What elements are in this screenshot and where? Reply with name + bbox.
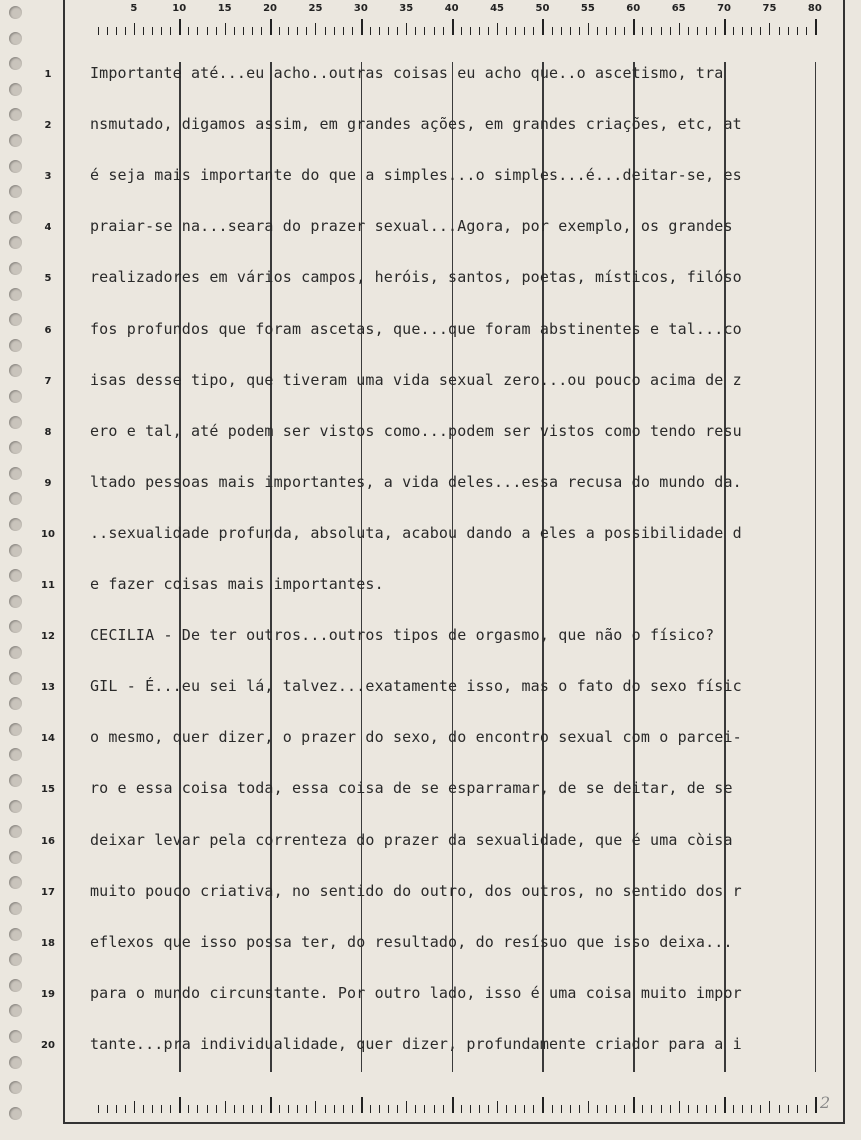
ruler-number: 80	[807, 3, 822, 14]
typed-line: nsmutado, digamos assim, em grandes ações, em grandes criações, etc, at	[90, 115, 742, 134]
line-number: 12	[41, 631, 55, 643]
line-number: 4	[44, 222, 52, 234]
ruler-tick	[742, 1105, 743, 1113]
ruler-tick	[315, 23, 316, 35]
binding-hole	[9, 979, 22, 992]
typed-line: isas desse tipo, que tiveram uma vida sexual zero...ou pouco acima de z	[90, 370, 742, 389]
typed-line: realizadores em vários campos, heróis, santos, poetas, místicos, filóso	[90, 268, 742, 287]
ruler-tick	[297, 1105, 298, 1113]
ruler-tick	[125, 1105, 126, 1113]
ruler-tick	[470, 27, 471, 35]
ruler-tick	[179, 19, 181, 35]
ruler-tick	[524, 1105, 525, 1113]
ruler-tick	[688, 27, 689, 35]
ruler-tick	[715, 1105, 716, 1113]
ruler-tick	[524, 27, 525, 35]
ruler-tick	[733, 1105, 734, 1113]
ruler-tick	[397, 27, 398, 35]
typed-line: praiar-se na...seara do prazer sexual...Agora, por exemplo, os grandes	[90, 217, 733, 236]
ruler-tick	[152, 27, 153, 35]
binding-hole	[9, 416, 22, 429]
ruler-tick	[497, 1101, 498, 1113]
line-number: 7	[44, 375, 52, 387]
ruler-tick	[724, 19, 726, 35]
ruler-tick	[751, 1105, 752, 1113]
binding-hole	[9, 236, 22, 249]
ruler-tick	[597, 27, 598, 35]
binding-hole	[9, 928, 22, 941]
ruler-tick	[188, 1105, 189, 1113]
binding-hole	[9, 160, 22, 173]
ruler-tick	[779, 1105, 780, 1113]
ruler-tick	[542, 19, 544, 35]
line-number: 5	[44, 273, 52, 285]
ruler-tick	[234, 27, 235, 35]
ruler-tick	[760, 27, 761, 35]
ruler-tick	[724, 1097, 726, 1113]
ruler-tick	[461, 27, 462, 35]
ruler-tick	[252, 27, 253, 35]
ruler-tick	[769, 1101, 770, 1113]
ruler-tick	[415, 27, 416, 35]
ruler-number: 45	[490, 3, 505, 14]
line-number: 16	[41, 835, 55, 847]
column-guide-line	[724, 62, 726, 1072]
ruler-tick	[706, 1105, 707, 1113]
ruler-tick	[760, 1105, 761, 1113]
binding-hole	[9, 672, 22, 685]
ruler-tick	[334, 27, 335, 35]
ruler-number: 70	[717, 3, 732, 14]
ruler-tick	[279, 27, 280, 35]
ruler-tick	[788, 1105, 789, 1113]
ruler-tick	[697, 1105, 698, 1113]
ruler-tick	[234, 1105, 235, 1113]
binding-hole	[9, 595, 22, 608]
spiral-binding-holes	[9, 0, 25, 1140]
line-number: 15	[41, 784, 55, 796]
ruler-tick	[406, 1101, 407, 1113]
ruler-tick	[588, 1101, 589, 1113]
ruler-tick	[161, 27, 162, 35]
ruler-tick	[479, 27, 480, 35]
typed-line: ..sexualidade profunda, absoluta, acabou dando a eles a possibilidade d	[90, 523, 742, 542]
ruler-tick	[697, 27, 698, 35]
page-number-mark: 2	[820, 1093, 831, 1112]
line-number: 11	[41, 580, 55, 591]
ruler-tick	[197, 27, 198, 35]
ruler-tick	[270, 19, 272, 35]
ruler-tick	[597, 1105, 598, 1113]
typed-line: para o mundo circunstante. Por outro lado, isso é uma coisa muito impor	[90, 983, 742, 1002]
ruler-tick	[670, 27, 671, 35]
ruler-tick	[397, 1105, 398, 1113]
line-number: 13	[41, 682, 55, 694]
line-number: 18	[41, 937, 55, 949]
ruler-tick	[424, 27, 425, 35]
ruler-tick	[325, 1105, 326, 1113]
ruler-tick	[715, 27, 716, 35]
ruler-tick	[461, 1105, 462, 1113]
ruler-tick	[706, 27, 707, 35]
typed-line: CECILIA - De ter outros...outros tipos de orgasmo, que não o físico?	[90, 626, 715, 645]
ruler-tick	[806, 27, 807, 35]
ruler-tick	[297, 27, 298, 35]
column-guide-line	[633, 62, 635, 1072]
line-number: 2	[44, 120, 52, 132]
ruler-tick	[642, 1105, 643, 1113]
ruler-tick	[125, 27, 126, 35]
ruler-tick	[379, 27, 380, 35]
binding-hole	[9, 288, 22, 301]
ruler-tick	[506, 1105, 507, 1113]
ruler-number: 35	[399, 3, 414, 14]
ruler-tick	[797, 1105, 798, 1113]
bottom-column-ruler	[0, 1093, 861, 1113]
binding-hole	[9, 569, 22, 582]
ruler-tick	[633, 19, 635, 35]
ruler-tick	[506, 27, 507, 35]
ruler-tick	[243, 27, 244, 35]
ruler-tick	[98, 27, 99, 35]
ruler-tick	[479, 1105, 480, 1113]
ruler-tick	[197, 1105, 198, 1113]
ruler-number: 20	[263, 3, 278, 14]
binding-hole	[9, 262, 22, 275]
binding-hole	[9, 211, 22, 224]
binding-hole	[9, 134, 22, 147]
typed-line: ro e essa coisa toda, essa coisa de se esparramar, de se deitar, de se	[90, 779, 733, 798]
ruler-tick	[388, 27, 389, 35]
ruler-number: 55	[580, 3, 595, 14]
binding-hole	[9, 108, 22, 121]
ruler-tick	[815, 19, 817, 35]
column-guide-line	[361, 62, 363, 1072]
ruler-tick	[570, 1105, 571, 1113]
ruler-tick	[216, 1105, 217, 1113]
ruler-tick	[561, 1105, 562, 1113]
typed-line: ero e tal, até podem ser vistos como...podem ser vistos como tendo resu	[90, 421, 742, 440]
ruler-tick	[488, 1105, 489, 1113]
ruler-tick	[179, 1097, 181, 1113]
ruler-tick	[170, 1105, 171, 1113]
ruler-tick	[143, 1105, 144, 1113]
column-guide-line	[542, 62, 544, 1072]
typed-line: é seja mais importante do que a simples...o simples...é...deitar-se, es	[90, 166, 742, 185]
ruler-tick	[670, 1105, 671, 1113]
line-number: 19	[41, 988, 55, 1000]
line-number: 14	[41, 733, 55, 745]
binding-hole	[9, 620, 22, 633]
ruler-tick	[624, 1105, 625, 1113]
ruler-tick	[661, 27, 662, 35]
ruler-tick	[261, 27, 262, 35]
ruler-tick	[343, 1105, 344, 1113]
ruler-tick	[679, 1101, 680, 1113]
ruler-tick	[225, 23, 226, 35]
ruler-tick	[542, 1097, 544, 1113]
ruler-tick	[352, 27, 353, 35]
line-number: 10	[41, 528, 55, 540]
ruler-tick	[651, 1105, 652, 1113]
ruler-tick	[497, 23, 498, 35]
ruler-tick	[615, 27, 616, 35]
binding-hole	[9, 723, 22, 736]
ruler-tick	[361, 19, 363, 35]
ruler-tick	[651, 27, 652, 35]
ruler-tick	[434, 1105, 435, 1113]
ruler-tick	[134, 1101, 135, 1113]
ruler-tick	[379, 1105, 380, 1113]
ruler-number: 30	[353, 3, 368, 14]
typed-line: Importante até...eu acho..outras coisas eu acho que..o ascetismo, tra	[90, 64, 724, 82]
ruler-tick	[552, 1105, 553, 1113]
binding-hole	[9, 364, 22, 377]
ruler-tick	[769, 23, 770, 35]
ruler-tick	[334, 1105, 335, 1113]
ruler-tick	[488, 27, 489, 35]
ruler-tick	[216, 27, 217, 35]
ruler-tick	[134, 23, 135, 35]
column-guide-line	[179, 62, 181, 1072]
ruler-tick	[633, 1097, 635, 1113]
ruler-tick	[370, 1105, 371, 1113]
binding-hole	[9, 185, 22, 198]
top-column-ruler	[0, 15, 861, 35]
ruler-tick	[552, 27, 553, 35]
typed-line: o mesmo, quer dizer, o prazer do sexo, do encontro sexual com o parcei-	[90, 728, 742, 747]
ruler-tick	[688, 1105, 689, 1113]
ruler-number: 25	[308, 3, 323, 14]
ruler-number: 40	[444, 3, 459, 14]
ruler-tick	[642, 27, 643, 35]
binding-hole	[9, 339, 22, 352]
ruler-tick	[170, 27, 171, 35]
ruler-tick	[243, 1105, 244, 1113]
ruler-tick	[815, 1097, 817, 1113]
binding-hole	[9, 83, 22, 96]
binding-hole	[9, 902, 22, 915]
binding-hole	[9, 390, 22, 403]
ruler-number: 10	[172, 3, 187, 14]
column-guide-line	[270, 62, 272, 1072]
ruler-tick	[261, 1105, 262, 1113]
ruler-tick	[424, 1105, 425, 1113]
ruler-tick	[434, 27, 435, 35]
binding-hole	[9, 851, 22, 864]
ruler-number: 50	[535, 3, 550, 14]
ruler-tick	[788, 27, 789, 35]
ruler-tick	[470, 1105, 471, 1113]
ruler-tick	[352, 1105, 353, 1113]
ruler-tick	[288, 1105, 289, 1113]
binding-hole	[9, 544, 22, 557]
binding-hole	[9, 313, 22, 326]
ruler-tick	[751, 27, 752, 35]
binding-hole	[9, 953, 22, 966]
binding-hole	[9, 1030, 22, 1043]
ruler-tick	[370, 27, 371, 35]
ruler-tick	[406, 23, 407, 35]
binding-hole	[9, 646, 22, 659]
ruler-tick	[207, 1105, 208, 1113]
typed-line: e fazer coisas mais importantes.	[90, 575, 384, 593]
ruler-tick	[270, 1097, 272, 1113]
ruler-tick	[570, 27, 571, 35]
ruler-tick	[116, 1105, 117, 1113]
typed-line: ltado pessoas mais importantes, a vida deles...essa recusa do mundo da.	[90, 472, 742, 491]
ruler-tick	[515, 27, 516, 35]
binding-hole	[9, 1056, 22, 1069]
ruler-number: 75	[762, 3, 777, 14]
ruler-tick	[415, 1105, 416, 1113]
ruler-number: 60	[626, 3, 641, 14]
binding-hole	[9, 57, 22, 70]
ruler-tick	[143, 27, 144, 35]
binding-hole	[9, 441, 22, 454]
ruler-tick	[388, 1105, 389, 1113]
column-guide-line	[815, 62, 817, 1072]
ruler-tick	[343, 27, 344, 35]
ruler-tick	[579, 27, 580, 35]
ruler-tick	[207, 27, 208, 35]
ruler-tick	[606, 27, 607, 35]
ruler-tick	[116, 27, 117, 35]
binding-hole	[9, 467, 22, 480]
binding-hole	[9, 697, 22, 710]
binding-hole	[9, 800, 22, 813]
column-guide-line	[452, 62, 454, 1072]
ruler-number: 5	[130, 3, 138, 14]
ruler-tick	[679, 23, 680, 35]
ruler-tick	[152, 1105, 153, 1113]
line-number: 3	[44, 171, 52, 183]
binding-hole	[9, 492, 22, 505]
ruler-number: 15	[217, 3, 232, 14]
ruler-tick	[561, 27, 562, 35]
ruler-tick	[107, 1105, 108, 1113]
ruler-tick	[606, 1105, 607, 1113]
ruler-tick	[361, 1097, 363, 1113]
ruler-tick	[624, 27, 625, 35]
line-number: 9	[44, 477, 52, 489]
typed-line: muito pouco criativa, no sentido do outro, dos outros, no sentido dos r	[90, 881, 742, 900]
binding-hole	[9, 876, 22, 889]
binding-hole	[9, 825, 22, 838]
ruler-tick	[107, 27, 108, 35]
binding-hole	[9, 748, 22, 761]
ruler-tick	[161, 1105, 162, 1113]
ruler-tick	[443, 27, 444, 35]
ruler-tick	[579, 1105, 580, 1113]
ruler-tick	[225, 1101, 226, 1113]
ruler-tick	[533, 27, 534, 35]
ruler-tick	[806, 1105, 807, 1113]
ruler-tick	[588, 23, 589, 35]
ruler-tick	[797, 27, 798, 35]
ruler-number: 65	[671, 3, 686, 14]
typed-line: GIL - É...eu sei lá, talvez...exatamente isso, mas o fato do sexo físic	[90, 677, 742, 696]
ruler-tick	[515, 1105, 516, 1113]
ruler-tick	[615, 1105, 616, 1113]
ruler-tick	[325, 27, 326, 35]
typed-line: eflexos que isso possa ter, do resultado, do resísuo que isso deixa...	[90, 932, 733, 951]
ruler-tick	[779, 27, 780, 35]
line-number: 8	[44, 426, 52, 438]
line-number: 20	[41, 1039, 55, 1051]
ruler-tick	[733, 27, 734, 35]
ruler-tick	[288, 27, 289, 35]
ruler-tick	[252, 1105, 253, 1113]
ruler-tick	[452, 19, 454, 35]
ruler-tick	[661, 1105, 662, 1113]
typed-line: tante...pra individualidade, quer dizer, profundamente criador para a i	[90, 1034, 742, 1053]
ruler-tick	[533, 1105, 534, 1113]
ruler-tick	[315, 1101, 316, 1113]
ruler-tick	[452, 1097, 454, 1113]
binding-hole	[9, 774, 22, 787]
ruler-tick	[306, 1105, 307, 1113]
binding-hole	[9, 518, 22, 531]
typed-line: deixar levar pela correnteza do prazer da sexualidade, que é uma còisa	[90, 830, 733, 849]
typed-line: fos profundos que foram ascetas, que...que foram abstinentes e tal...co	[90, 319, 742, 338]
line-number: 17	[41, 886, 55, 898]
ruler-tick	[443, 1105, 444, 1113]
ruler-tick	[98, 1105, 99, 1113]
line-number: 6	[44, 324, 52, 336]
binding-hole	[9, 1004, 22, 1017]
ruler-tick	[188, 27, 189, 35]
ruler-tick	[279, 1105, 280, 1113]
ruler-tick	[306, 27, 307, 35]
ruler-tick	[742, 27, 743, 35]
line-number: 1	[44, 69, 52, 80]
